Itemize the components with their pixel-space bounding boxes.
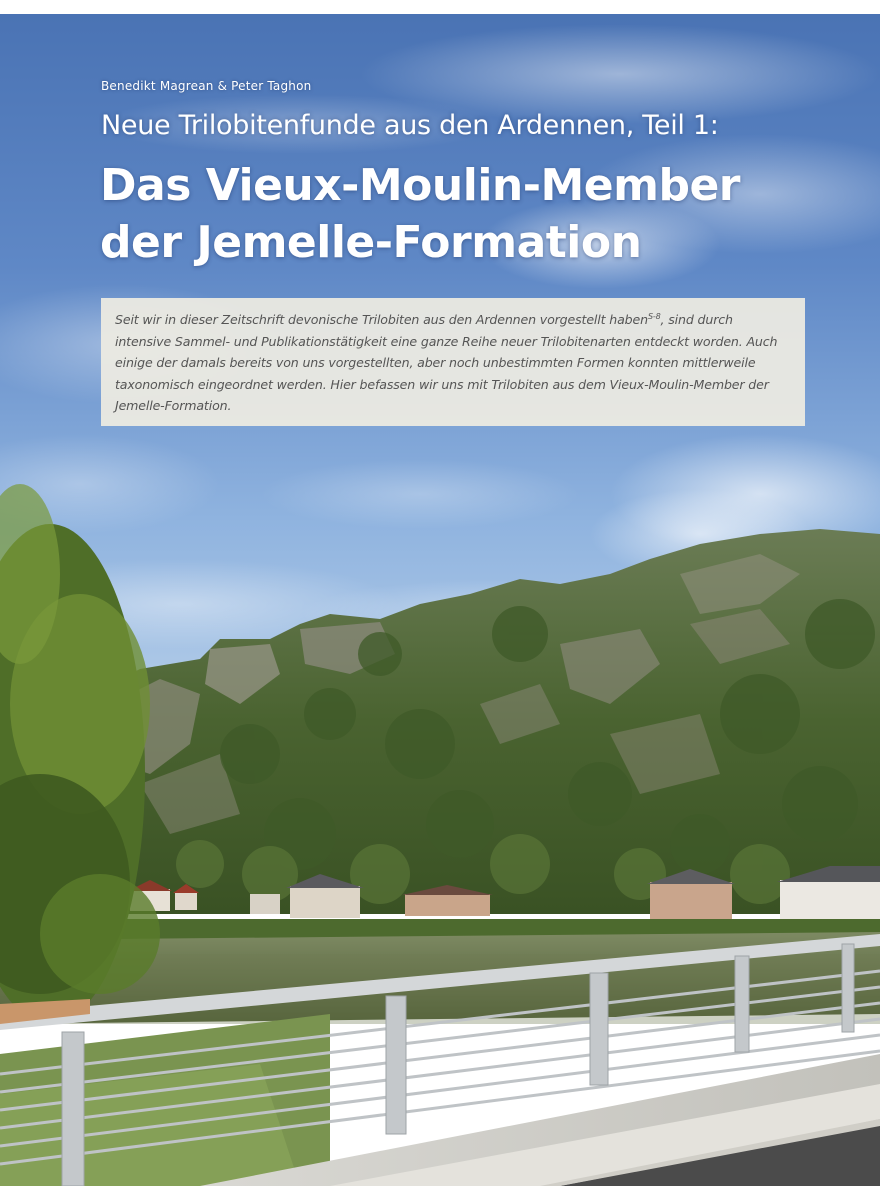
intro-text-part1: Seit wir in dieser Zeitschrift devonische Trilobiten aus den Ardennen vorgestellt haben	[115, 312, 648, 327]
article-title-line2: der Jemelle-Formation	[100, 217, 642, 268]
intro-text-part2: , sind durch intensive Sammel- und Publikationstätigkeit eine ganze Reihe neuer Trilobitenarten entdeckt worden. Auch einige der damals bereits von uns vorgestellten, aber noch unbestimmten Formen konnten mittlerweile taxonomisch eingeordnet werden. Hier befassen wir uns mit Trilobiten aus dem Vieux-Moulin-Member der Jemelle-Formation.	[115, 312, 778, 413]
article-title	[100, 157, 820, 271]
article-subtitle: Neue Trilobitenfunde aus den Ardennen, Teil 1:	[101, 110, 719, 141]
intro-reference: S-8	[647, 311, 661, 321]
intro-paragraph	[115, 309, 791, 417]
intro-box	[101, 298, 805, 426]
article-title-line1: Das Vieux-Moulin-Member	[100, 160, 740, 211]
article-authors: Benedikt Magrean & Peter Taghon	[101, 79, 312, 93]
